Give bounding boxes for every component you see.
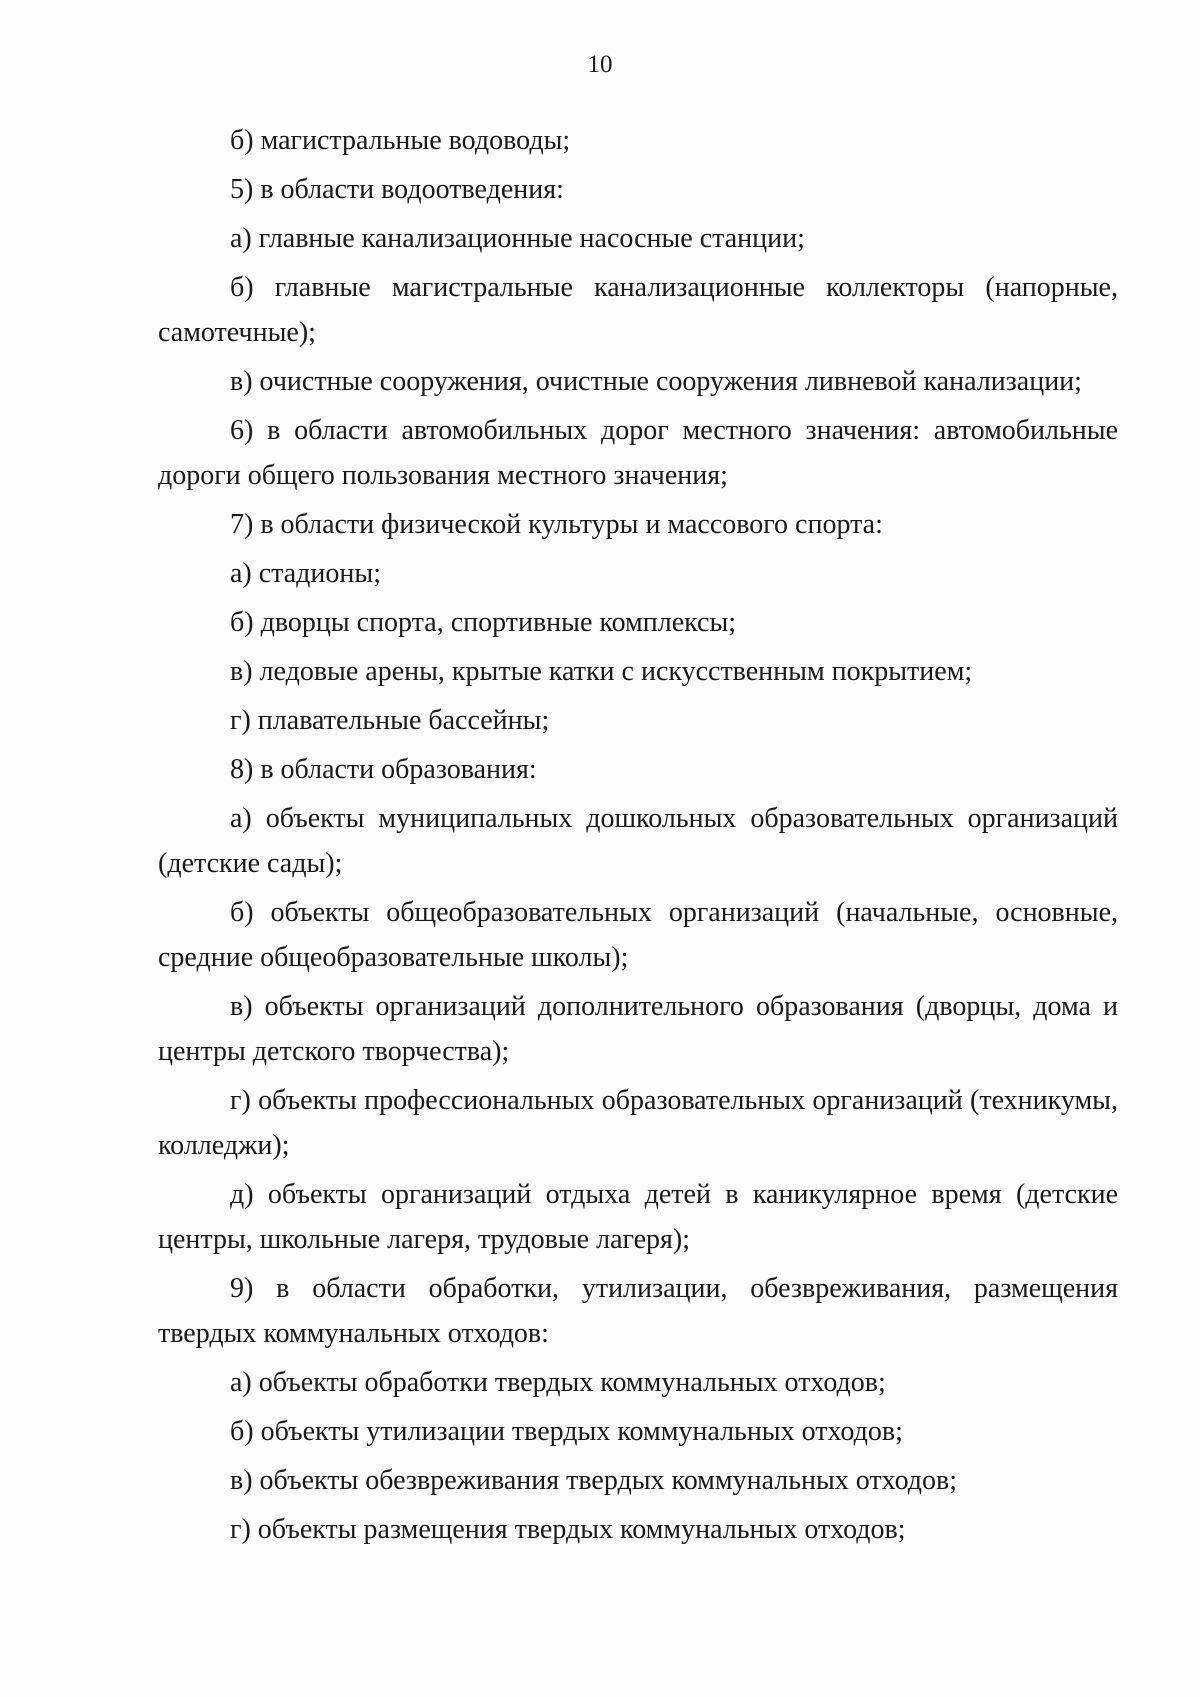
item-a-kindergartens: а) объекты муниципальных дошкольных образовательных организаций (детские сады); — [158, 803, 1118, 879]
item-g-swimming-pools: г) плавательные бассейны; — [230, 705, 550, 736]
page-number: 10 — [587, 51, 613, 78]
section-8-education: 8) в области образования: — [230, 754, 537, 785]
item-g-professional-education: г) объекты профессиональных образовательных организаций (техникумы, колледжи); — [158, 1085, 1118, 1161]
item-v-waste-neutralization: в) объекты обезвреживания твердых коммунальных отходов; — [230, 1465, 958, 1496]
item-b-sewer-collectors: б) главные магистральные канализационные коллекторы (напорные, самотечные); — [158, 272, 1118, 348]
item-b-sports-palaces: б) дворцы спорта, спортивные комплексы; — [230, 607, 737, 638]
item-d-children-recreation: д) объекты организаций отдыха детей в каникулярное время (детские центры, школьные лагеря, трудовые лагеря); — [158, 1179, 1118, 1255]
section-7-sports: 7) в области физической культуры и массового спорта: — [230, 509, 883, 540]
section-9-waste: 9) в области обработки, утилизации, обезвреживания, размещения твердых коммунальных отходов: — [158, 1273, 1118, 1349]
document-body — [158, 118, 1118, 1552]
item-v-additional-education: в) объекты организаций дополнительного образования (дворцы, дома и центры детского творчества); — [158, 991, 1118, 1067]
item-a-pump-stations: а) главные канализационные насосные станции; — [230, 223, 805, 254]
item-a-stadiums: а) стадионы; — [230, 558, 381, 589]
section-6-roads: 6) в области автомобильных дорог местного значения: автомобильные дороги общего пользования местного значения; — [158, 415, 1118, 491]
item-b-water-mains: б) магистральные водоводы; — [230, 125, 571, 156]
item-v-treatment-facilities: в) очистные сооружения, очистные сооружения ливневой канализации; — [230, 366, 1082, 397]
item-v-ice-arenas: в) ледовые арены, крытые катки с искусственным покрытием; — [230, 656, 973, 687]
item-g-waste-disposal: г) объекты размещения твердых коммунальных отходов; — [230, 1514, 906, 1545]
section-5-water-disposal: 5) в области водоотведения: — [230, 174, 564, 205]
item-b-waste-utilization: б) объекты утилизации твердых коммунальных отходов; — [230, 1416, 903, 1447]
item-a-waste-processing: а) объекты обработки твердых коммунальных отходов; — [230, 1367, 886, 1398]
item-b-schools: б) объекты общеобразовательных организаций (начальные, основные, средние общеобразовательные школы); — [158, 897, 1118, 973]
